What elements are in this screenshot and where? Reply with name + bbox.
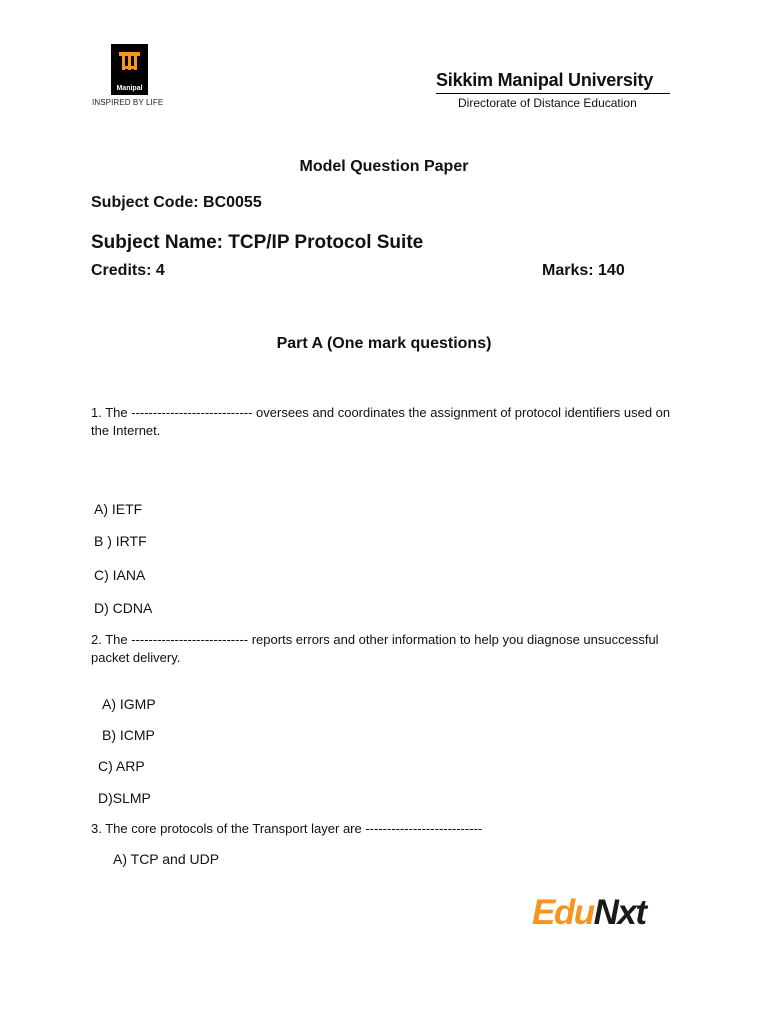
question-3-text: 3. The core protocols of the Transport layer are --------------------------- (91, 821, 483, 836)
marks: Marks: 140 (542, 262, 625, 279)
university-name: Sikkim Manipal University (436, 70, 654, 90)
question-1-text: 1. The ---------------------------- oversees and coordinates the assignment of protocol identifiers used on the Internet. (91, 405, 671, 438)
question-1-option-b: B ) IRTF (94, 533, 147, 549)
logo-wordmark: Manipal (116, 85, 143, 92)
question-2-text: 2. The --------------------------- reports errors and other information to help you diagnose unsuccessful packet delivery. (91, 632, 659, 665)
question-3-option-a: A) TCP and UDP (113, 851, 220, 867)
department-name: Directorate of Distance Education (458, 96, 637, 110)
edunext-logo-part2: Nxt (593, 893, 646, 932)
subject-name: Subject Name: TCP/IP Protocol Suite (91, 232, 424, 253)
question-2-option-a: A) IGMP (102, 696, 156, 712)
credits: Credits: 4 (91, 262, 165, 279)
question-2-option-b: B) ICMP (102, 727, 155, 743)
logo-tagline: INSPIRED BY LIFE (92, 98, 164, 107)
logo-emblem-icon (111, 44, 148, 84)
question-2-option-d: D)SLMP (98, 790, 151, 806)
edunext-logo-part1: Edu (532, 893, 594, 932)
part-heading: Part A (One mark questions) (276, 335, 492, 352)
header-divider (436, 93, 670, 94)
edunext-logo (532, 893, 646, 933)
subject-code: Subject Code: BC0055 (91, 194, 262, 211)
paper-title: Model Question Paper (299, 158, 469, 175)
question-1-option-d: D) CDNA (94, 600, 153, 616)
question-2-option-c: C) ARP (98, 758, 145, 774)
manipal-logo (111, 44, 148, 95)
question-1-option-c: C) IANA (94, 567, 146, 583)
question-1-option-a: A) IETF (94, 501, 143, 517)
